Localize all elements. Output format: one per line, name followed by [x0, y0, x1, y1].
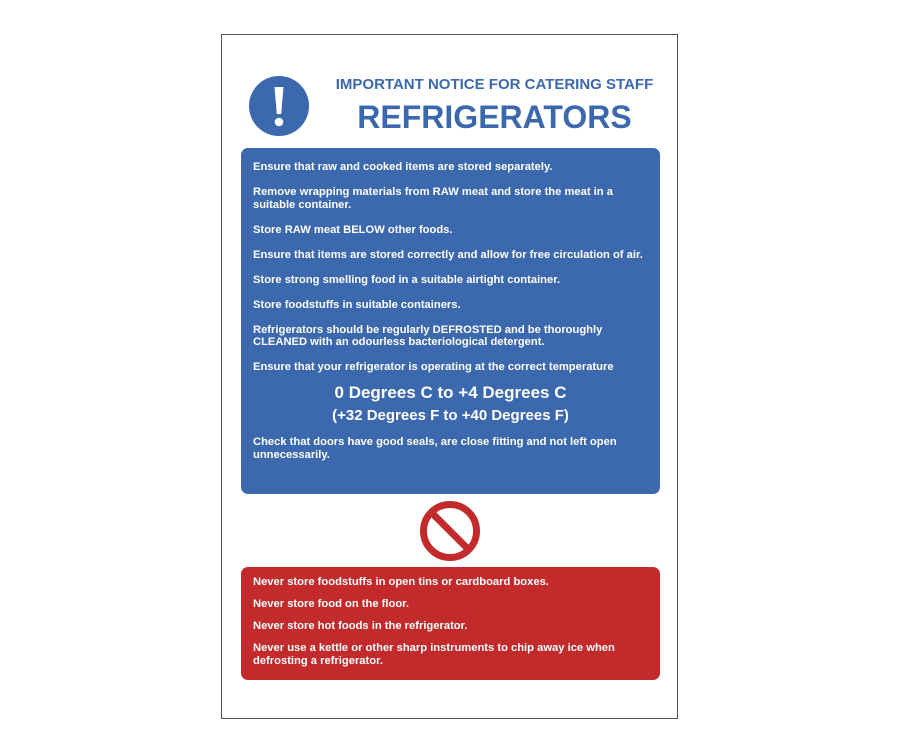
- prohibition-item: Never store hot foods in the refrigerator.: [253, 620, 468, 632]
- temperature-fahrenheit: (+32 Degrees F to +40 Degrees F): [332, 407, 569, 424]
- prohibition-item: Never use a kettle or other sharp instruments to chip away ice when defrosting a refrigerator.: [253, 642, 615, 667]
- temperature-celsius: 0 Degrees C to +4 Degrees C: [334, 383, 567, 402]
- prohibition-item: Never store foodstuffs in open tins or cardboard boxes.: [253, 576, 549, 588]
- instruction-item: Store foodstuffs in suitable containers.: [253, 298, 461, 311]
- notice-sign: [221, 34, 678, 719]
- instruction-item: Store RAW meat BELOW other foods.: [253, 223, 453, 236]
- exclamation-circle-icon: [248, 75, 310, 137]
- prohibition-icon: [419, 500, 481, 562]
- instructions-panel: [241, 148, 660, 494]
- instruction-item: Remove wrapping materials from RAW meat and store the meat in a suitable container.: [253, 186, 613, 211]
- instruction-item: Ensure that your refrigerator is operating at the correct temperature: [253, 361, 614, 373]
- instruction-item: Refrigerators should be regularly DEFROSTED and be thoroughly CLEANED with an odourless bacteriological detergent.: [253, 323, 603, 348]
- instruction-item: Ensure that items are stored correctly and allow for free circulation of air.: [253, 248, 643, 261]
- prohibitions-panel: [241, 567, 660, 680]
- notice-title: REFRIGERATORS: [357, 99, 632, 135]
- prohibition-item: Never store food on the floor.: [253, 598, 410, 610]
- instruction-item: Ensure that raw and cooked items are stored separately.: [253, 161, 553, 173]
- notice-subtitle: IMPORTANT NOTICE FOR CATERING STAFF: [335, 76, 654, 93]
- instruction-item: Check that doors have good seals, are close fitting and not left open unnecessarily.: [253, 436, 617, 461]
- instruction-item: Store strong smelling food in a suitable airtight container.: [253, 273, 561, 286]
